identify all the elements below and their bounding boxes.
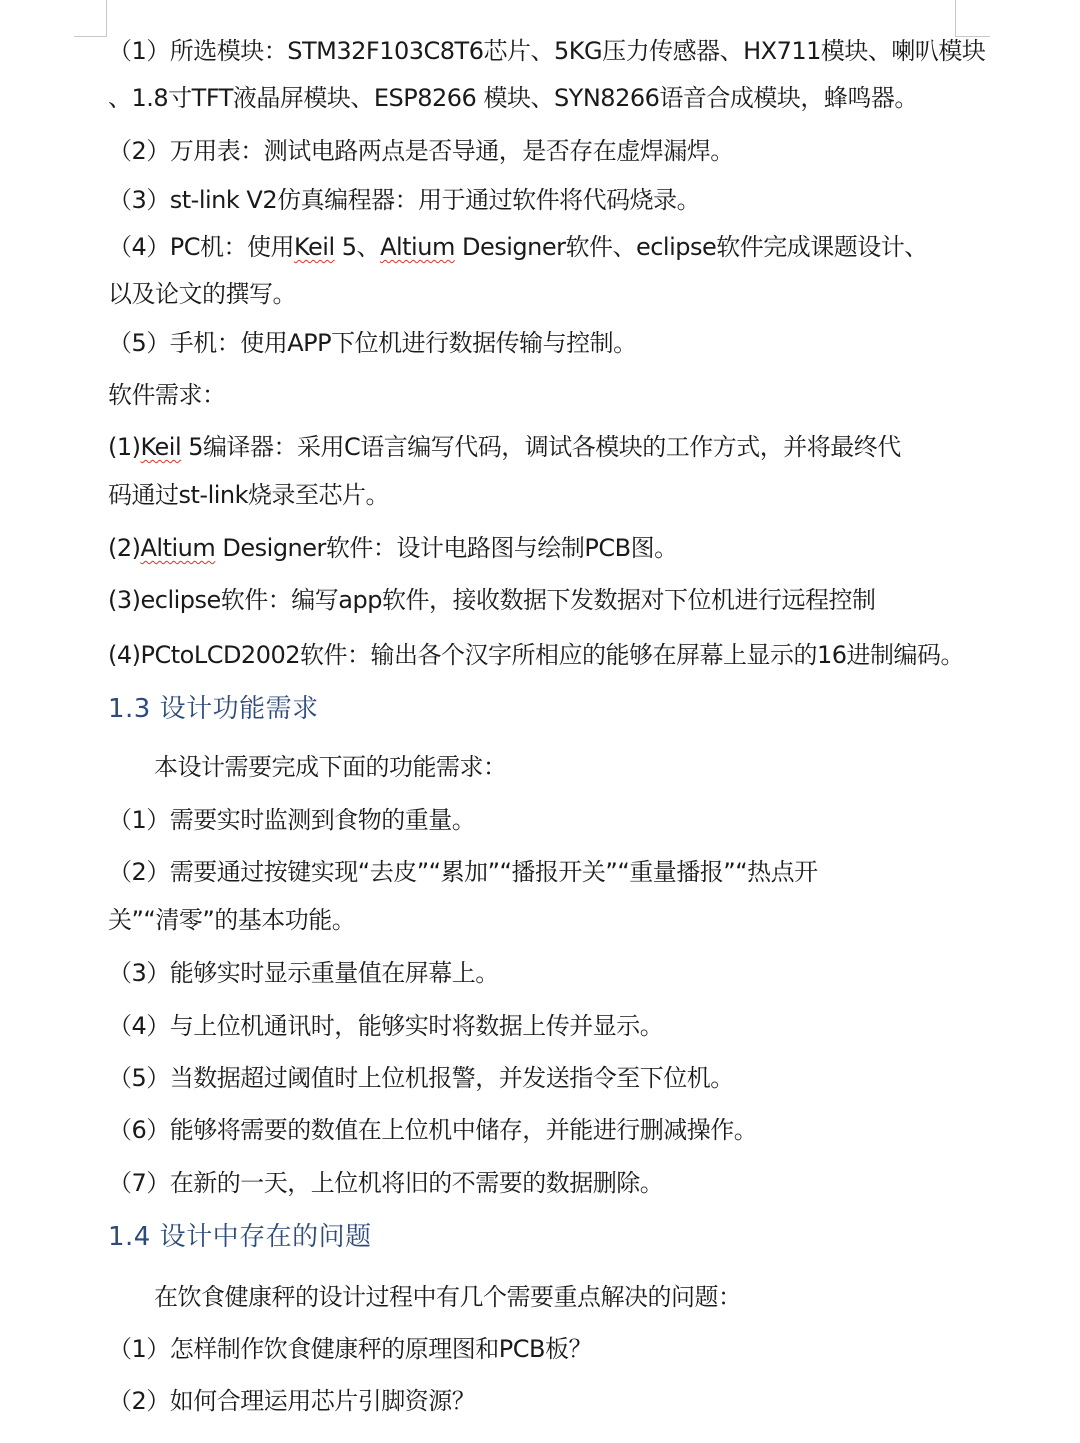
page-corner-mark-top-left [74,0,107,37]
list-item: （3）能够实时显示重量值在屏幕上。 [108,959,499,987]
page-corner-mark-top-right [955,0,990,37]
spellcheck-flag: Altium [380,233,455,261]
section-heading: 1.4 设计中存在的问题 [108,1222,372,1252]
list-item: （7）在新的一天，上位机将旧的不需要的数据删除。 [108,1169,664,1197]
list-item: （2）如何合理运用芯片引脚资源？ [108,1387,476,1415]
paragraph-line: （1）所选模块：STM32F103C8T6芯片、5KG压力传感器、HX711模块、喇叭模块 [108,37,986,65]
list-item: （1）怎样制作饮食健康秤的原理图和PCB板？ [108,1335,592,1363]
section-heading: 1.3 设计功能需求 [108,694,319,724]
paragraph-line: (2)Altium Designer软件：设计电路图与绘制PCB图。 [108,534,678,562]
paragraph-line: 在饮食健康秤的设计过程中有几个需要重点解决的问题： [154,1283,742,1311]
spellcheck-flag: Keil [140,433,182,461]
spellcheck-flag: Keil [294,233,335,261]
paragraph-line: （2）万用表：测试电路两点是否导通，是否存在虚焊漏焊。 [108,137,734,165]
paragraph-line: （3）st-link V2仿真编程器：用于通过软件将代码烧录。 [108,186,701,214]
list-item: （1）需要实时监测到食物的重量。 [108,806,476,834]
paragraph-line: 、1.8寸TFT液晶屏模块、ESP8266 模块、SYN8266语音合成模块，蜂鸣器。 [108,84,918,112]
paragraph-line: （5）手机：使用APP下位机进行数据传输与控制。 [108,329,637,357]
list-item: （6）能够将需要的数值在上位机中储存，并能进行删减操作。 [108,1116,758,1144]
paragraph-line: 以及论文的撰写。 [108,280,296,308]
paragraph-line: (1)Keil 5编译器：采用C语言编写代码，调试各模块的工作方式，并将最终代 [108,433,901,461]
paragraph-line: （4）PC机：使用Keil 5、Altium Designer软件、eclipse软件完成课题设计、 [108,233,928,261]
paragraph-line: (4)PCtoLCD2002软件：输出各个汉字所相应的能够在屏幕上显示的16进制编码。 [108,641,965,669]
paragraph-line: 本设计需要完成下面的功能需求： [154,753,507,781]
list-item: （2）需要通过按键实现“去皮”“累加”“播报开关”“重量播报”“热点开 [108,858,818,886]
paragraph-line: 软件需求： [108,381,226,409]
paragraph-line: 码通过st-link烧录至芯片。 [108,481,390,509]
paragraph-line: (3)eclipse软件：编写app软件，接收数据下发数据对下位机进行远程控制 [108,586,876,614]
list-item: （4）与上位机通讯时，能够实时将数据上传并显示。 [108,1012,664,1040]
spellcheck-flag: Altium [140,534,216,562]
list-item: （5）当数据超过阈值时上位机报警，并发送指令至下位机。 [108,1064,734,1092]
list-item: 关”“清零”的基本功能。 [108,906,356,934]
